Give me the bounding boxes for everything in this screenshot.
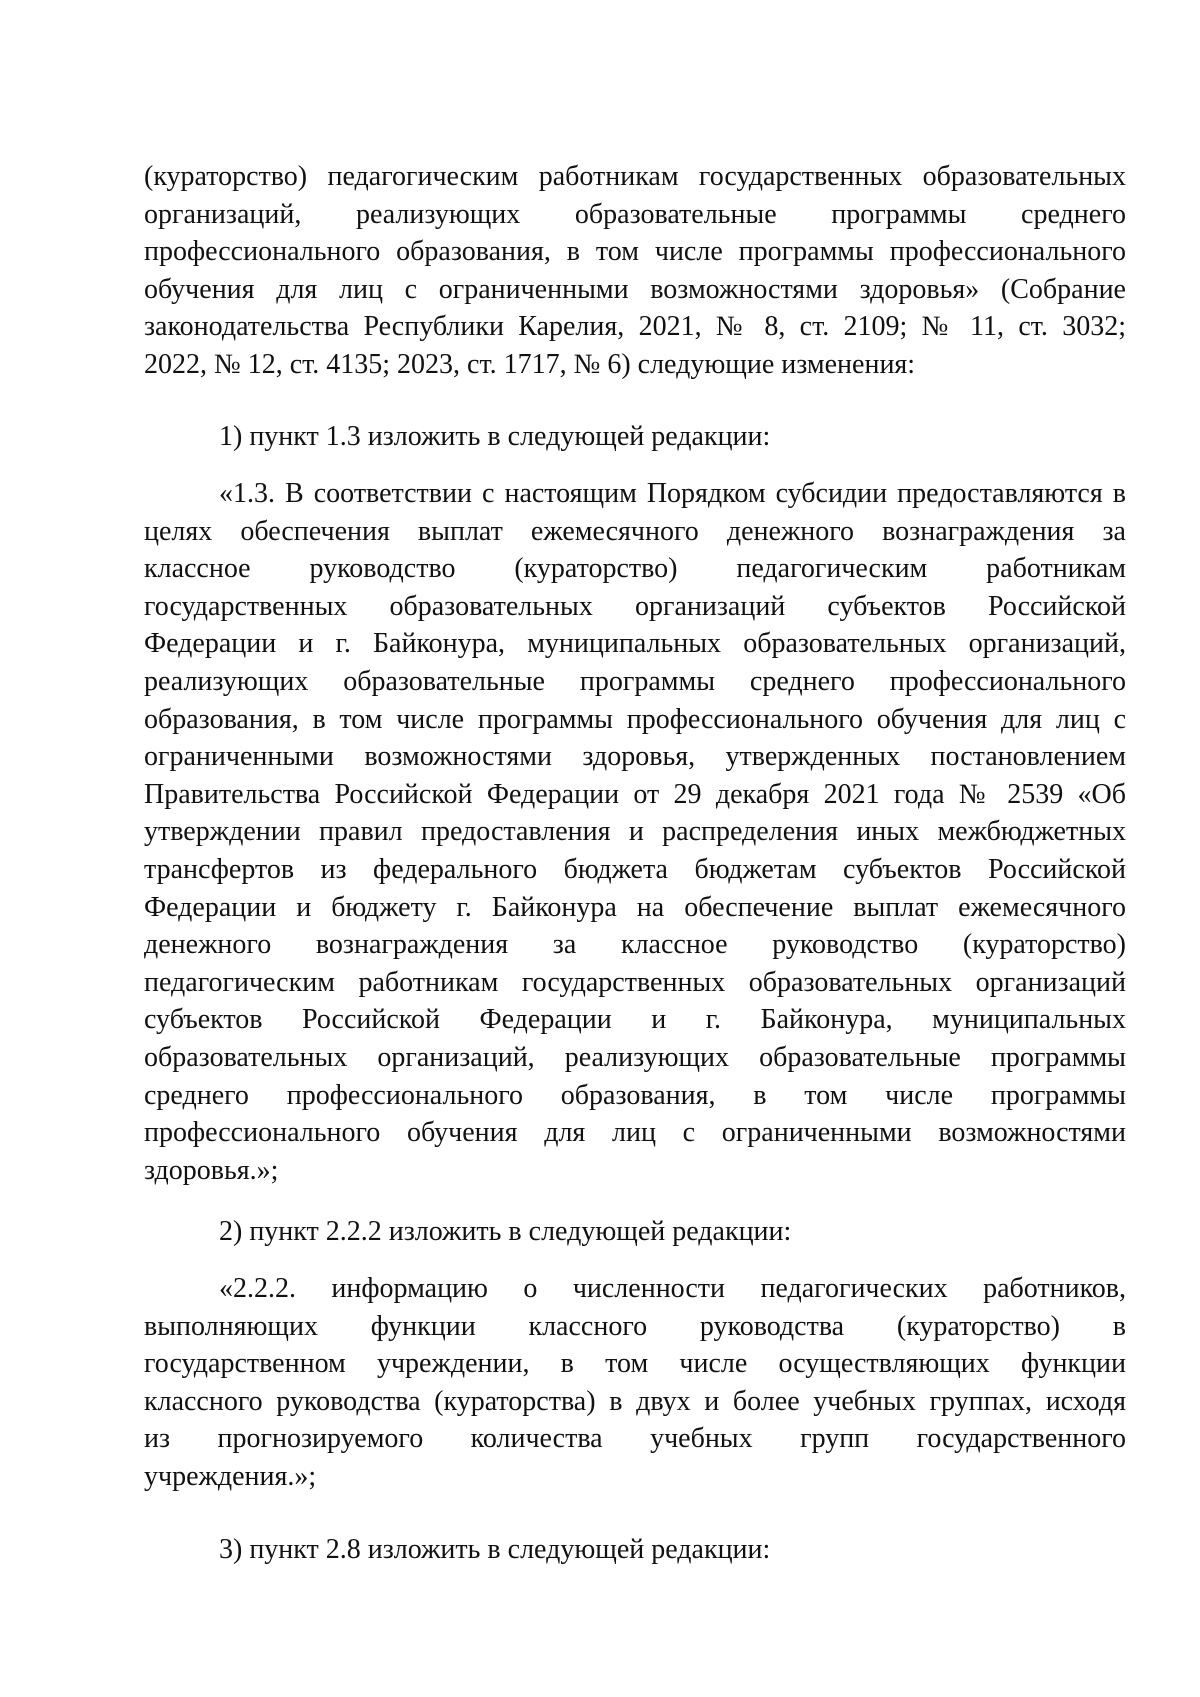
text-line: государственных образовательных организаций субъектов Российской <box>144 590 1126 622</box>
text-line: обучения для лиц с ограниченными возможностями здоровья» (Собрание <box>144 273 1126 305</box>
text-line: Федерации и г. Байконура, муниципальных образовательных организаций, <box>144 628 1126 660</box>
intro-paragraph <box>144 158 1126 384</box>
item2-heading: 2) пункт 2.2.2 изложить в следующей редакции: <box>219 1216 792 1247</box>
text-line: законодательства Республики Карелия, 2021, № 8, ст. 2109; № 11, ст. 3032; <box>144 311 1126 343</box>
item1-heading: 1) пункт 1.3 изложить в следующей редакции: <box>219 421 771 452</box>
text-line: профессионального образования, в том числе программы профессионального <box>144 236 1126 268</box>
item3-heading: 3) пункт 2.8 изложить в следующей редакции: <box>219 1534 771 1565</box>
text-line: организаций, реализующих образовательные программы среднего <box>144 198 1126 230</box>
text-line: целях обеспечения выплат ежемесячного денежного вознаграждения за <box>144 515 1126 547</box>
text-line: субъектов Российской Федерации и г. Байконура, муниципальных <box>144 1004 1126 1036</box>
text-line: (кураторство) педагогическим работникам государственных образовательных <box>144 161 1126 192</box>
text-line: педагогическим работникам государственных образовательных организаций <box>144 966 1126 998</box>
text-line: среднего профессионального образования, в том числе программы <box>144 1079 1126 1111</box>
text-line: образования, в том числе программы профессионального обучения для лиц с <box>144 703 1126 735</box>
text-line: государственном учреждении, в том числе осуществляющих функции <box>144 1348 1126 1380</box>
text-line: «2.2.2. информацию о численности педагогических работников, <box>219 1273 1126 1304</box>
text-line: Федерации и бюджету г. Байконура на обеспечение выплат ежемесячного <box>144 891 1126 923</box>
paragraph-2-2-2 <box>144 1270 1126 1496</box>
text-line: денежного вознаграждения за классное руководство (кураторство) <box>144 929 1126 961</box>
text-line: классное руководство (кураторство) педагогическим работникам <box>144 553 1126 585</box>
text-line: Правительства Российской Федерации от 29 декабря 2021 года № 2539 «Об <box>144 778 1126 810</box>
text-line: учреждения.»; <box>144 1460 317 1492</box>
text-line: реализующих образовательные программы среднего профессионального <box>144 665 1126 697</box>
text-line: трансфертов из федерального бюджета бюджетам субъектов Российской <box>144 853 1126 885</box>
text-line: 2022, № 12, ст. 4135; 2023, ст. 1717, № 6) следующие изменения: <box>144 348 916 380</box>
paragraph-1-3 <box>144 475 1126 1189</box>
text-line: образовательных организаций, реализующих образовательные программы <box>144 1041 1126 1073</box>
text-line: здоровья.»; <box>144 1154 279 1186</box>
text-line: «1.3. В соответствии с настоящим Порядком субсидии предоставляются в <box>219 478 1126 509</box>
text-line: классного руководства (кураторства) в двух и более учебных группах, исходя <box>144 1385 1126 1417</box>
text-line: выполняющих функции классного руководства (кураторство) в <box>144 1310 1126 1342</box>
text-line: профессионального обучения для лиц с ограниченными возможностями <box>144 1117 1126 1149</box>
text-line: утверждении правил предоставления и распределения иных межбюджетных <box>144 816 1126 848</box>
text-line: ограниченными возможностями здоровья, утвержденных постановлением <box>144 741 1126 773</box>
text-line: из прогнозируемого количества учебных групп государственного <box>144 1423 1126 1455</box>
